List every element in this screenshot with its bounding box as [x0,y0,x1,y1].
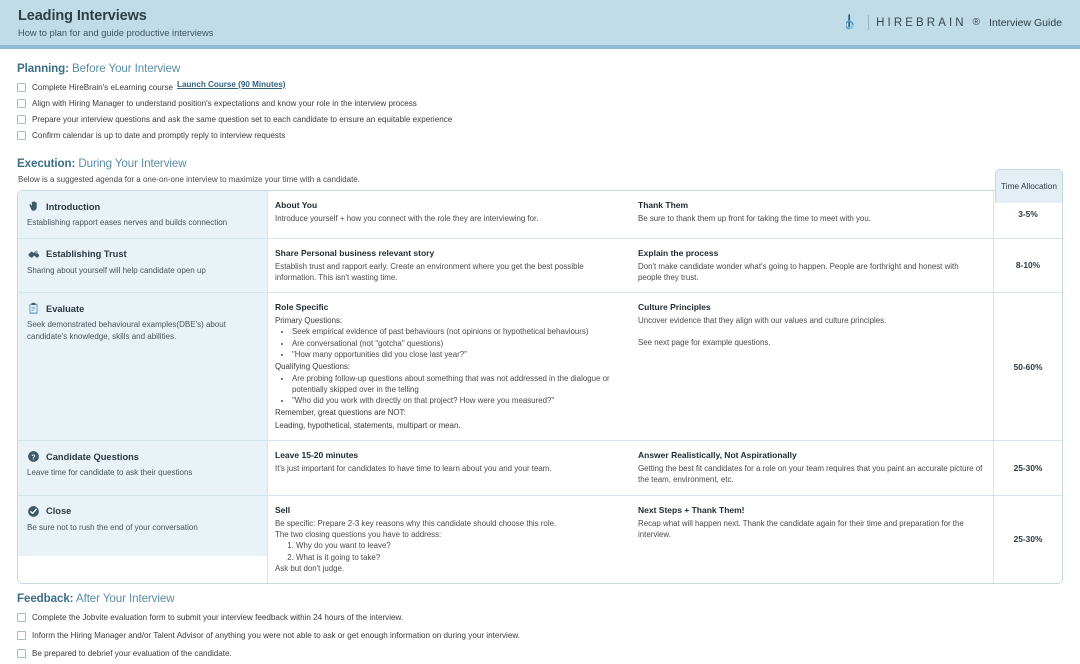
header-title-block [18,6,213,38]
cell-title: Culture Principles [638,302,711,313]
stage-description: Be sure not to rush the end of your conversation [27,522,198,532]
cell-text-secondary: See next page for example questions. [638,338,771,348]
stage-name: Candidate Questions [46,451,139,462]
stage-description: Establishing rapport eases nerves and builds connection [27,218,228,227]
planning-check-label: Confirm calendar is up to date and promptly reply to interview requests [32,131,286,140]
checkbox-icon[interactable] [17,613,26,622]
cell-title: Leave 15-20 minutes [275,450,359,461]
list-item: • "How many opportunities did you close last year?" [292,349,621,360]
stage-cell [18,496,268,583]
question-circle-icon [27,450,40,463]
stage-cell [18,293,268,440]
checkbox-icon[interactable] [17,83,26,92]
stage-header [27,505,257,518]
cell-text: Uncover evidence that they align with our values and culture principles. [638,316,887,326]
hirebrain-b-logo-icon [846,14,861,31]
stage-description: Leave time for candidate to ask their questions [27,468,193,478]
time-allocation-value: 25-30% [1013,534,1043,545]
table-row [18,495,1062,583]
table-row [18,440,1062,495]
clipboard-icon [27,302,40,315]
planning-check-item-4[interactable] [17,128,1063,144]
qualifying-questions-list [282,373,621,407]
mid-cell [268,441,633,495]
time-allocation-value: 3-5% [1018,209,1038,220]
planning-check-item-2[interactable] [17,96,1063,112]
time-allocation-value: 25-30% [1013,462,1043,473]
waving-hand-icon [27,200,40,213]
feedback-heading-bold: Feedback: [17,592,74,606]
primary-questions-list [282,326,621,360]
planning-check-label: Prepare your interview questions and ask the same question set to each candidate to ensure an equitable experience [32,115,453,124]
right-cell [633,293,994,440]
cell-text: Don't make candidate wonder what's going to happen. People are forthright and honest with people they trust. [638,261,959,282]
page-subtitle: How to plan for and guide productive interviews [18,27,214,38]
time-allocation-header: Time Allocation [995,169,1063,203]
checkbox-icon[interactable] [17,115,26,124]
cell-text: Getting the best fit candidates for a role on your team requires that you paint an accurate picture of the team, environment, etc. [638,464,983,485]
list-item: 1. Why do you want to leave? [296,540,621,551]
stage-cell [18,191,268,238]
list-item: 2. What is it going to take? [296,552,621,563]
feedback-check-item-2[interactable] [17,628,1063,646]
cell-title: Explain the process [638,247,719,258]
stage-description: Seek demonstrated behavioural examples(DBE's) about candidate's knowledge, skills and abilities. [27,320,226,341]
list-item: • Are conversational (not "gotcha" questions) [292,338,621,349]
execution-heading-bold: Execution: [17,157,76,170]
cell-text: Establish trust and rapport early. Create an environment where you get the best possible information. This isn't wasting time. [275,261,584,282]
stage-name: Introduction [46,201,101,212]
stage-name: Establishing Trust [46,249,127,259]
cell-text: Be specific: Prepare 2-3 key reasons why this candidate should choose this role. [275,518,557,528]
registered-mark: ® [972,17,981,28]
execution-section [0,157,1080,184]
time-allocation-value: 50-60% [1013,361,1043,372]
list-item: • "Who did you work with directly on that project? How were you measured?" [292,395,621,406]
list-item: • Seek empirical evidence of past behaviours (not opinions or hypothetical behaviours) [292,326,621,337]
cell-title: Answer Realistically, Not Aspirationally [638,450,797,461]
planning-check-item-1[interactable] [17,80,1063,96]
cell-title: About You [275,200,318,210]
checkbox-icon[interactable] [17,631,26,640]
stage-header [27,200,257,213]
feedback-heading-rest: After Your Interview [73,592,175,606]
planning-check-item-3[interactable] [17,112,1063,128]
page-header [0,0,1080,49]
cell-title: Thank Them [638,200,689,210]
cell-text: Be sure to thank them up front for taking the time to meet with you. [638,214,871,223]
remember-text: Leading, hypothetical, statements, multipart or mean. [275,420,461,430]
execution-heading-rest: During Your Interview [75,157,187,170]
feedback-check-item-1[interactable] [17,610,1063,628]
feedback-check-label: Complete the Jobvite evaluation form to submit your interview feedback within 24 hours of the interview. [32,613,404,623]
brand-divider [868,15,869,30]
feedback-check-item-3[interactable] [17,646,1063,664]
stage-description: Sharing about yourself will help candidate open up [27,265,206,275]
remember-label: Remember, great questions are NOT: [275,408,406,418]
cell-title: Next Steps + Thank Them! [638,504,745,515]
planning-check-label: Complete HireBrain's eLearning course [32,83,174,92]
cell-text: It's just important for candidates to have time to learn about you and your team. [275,464,552,474]
agenda-table-wrapper [0,181,1080,584]
cell-text: Recap what will happen next. Thank the candidate again for their time and preparation for the interview. [638,518,964,539]
svg-text:?: ? [31,452,36,462]
stage-cell-fill [18,496,267,556]
feedback-checklist [17,610,1063,664]
guide-label: Interview Guide [989,16,1062,29]
planning-heading-bold: Planning: [17,62,69,75]
primary-questions-label: Primary Questions: [275,316,343,326]
checkbox-icon[interactable] [17,131,26,140]
planning-section [0,62,1080,144]
stage-name: Close [46,506,72,517]
qualifying-questions-label: Qualifying Questions: [275,362,350,372]
handshake-icon [27,248,40,261]
cell-text: Introduce yourself + how you connect with the role they are interviewing for. [275,214,539,223]
mid-cell [268,496,633,583]
stage-cell [18,239,268,293]
feedback-section [0,592,1080,664]
right-cell [633,191,994,238]
stage-header [27,450,257,463]
planning-heading [17,62,1063,75]
cell-title: Sell [275,504,291,515]
page-title: Leading Interviews [18,8,147,25]
cell-title: Share Personal business relevant story [275,247,435,258]
cell-text-secondary: The two closing questions you have to address: [275,529,442,539]
planning-checklist [17,80,1063,144]
table-row [18,292,1062,440]
right-cell [633,496,994,583]
spacer [638,326,983,337]
checkbox-icon[interactable] [17,649,26,658]
planning-check-label: Align with Hiring Manager to understand position's expectations and know your role in the interview process [32,99,417,108]
table-row [18,238,1062,293]
cell-title: Role Specific [275,302,329,313]
time-allocation-value: 8-10% [1015,260,1041,271]
mid-cell [268,239,633,293]
brand-block [846,14,1066,31]
right-cell [633,441,994,495]
table-row [18,191,1062,238]
mid-cell [268,293,633,440]
checkbox-icon[interactable] [17,99,26,108]
execution-note: Below is a suggested agenda for a one-on-one interview to maximize your time with a candidate. [18,175,360,184]
execution-heading [17,157,1063,170]
list-item: • Are probing follow-up questions about something that was not addressed in the dialogue or potentially skipped over in the telling [292,373,621,396]
agenda-table [17,190,1063,584]
check-circle-icon [27,505,40,518]
cell-text-tertiary: Ask but don't judge. [275,563,345,573]
right-cell [633,239,994,293]
stage-name: Evaluate [46,303,85,314]
feedback-check-label: Be prepared to debrief your evaluation of the candidate. [32,649,232,659]
closing-questions-list [282,540,621,563]
stage-cell [18,441,268,495]
planning-heading-rest: Before Your Interview [68,62,181,75]
feedback-check-label: Inform the Hiring Manager and/or Talent Advisor of anything you were not able to ask or get enough information on during your interview. [32,631,521,641]
feedback-heading [17,592,1063,605]
brand-name: HIREBRAIN [876,16,967,29]
stage-header [27,248,257,261]
launch-course-link[interactable]: Launch Course (90 Minutes) [177,80,286,89]
stage-header [27,302,257,315]
mid-cell [268,191,633,238]
